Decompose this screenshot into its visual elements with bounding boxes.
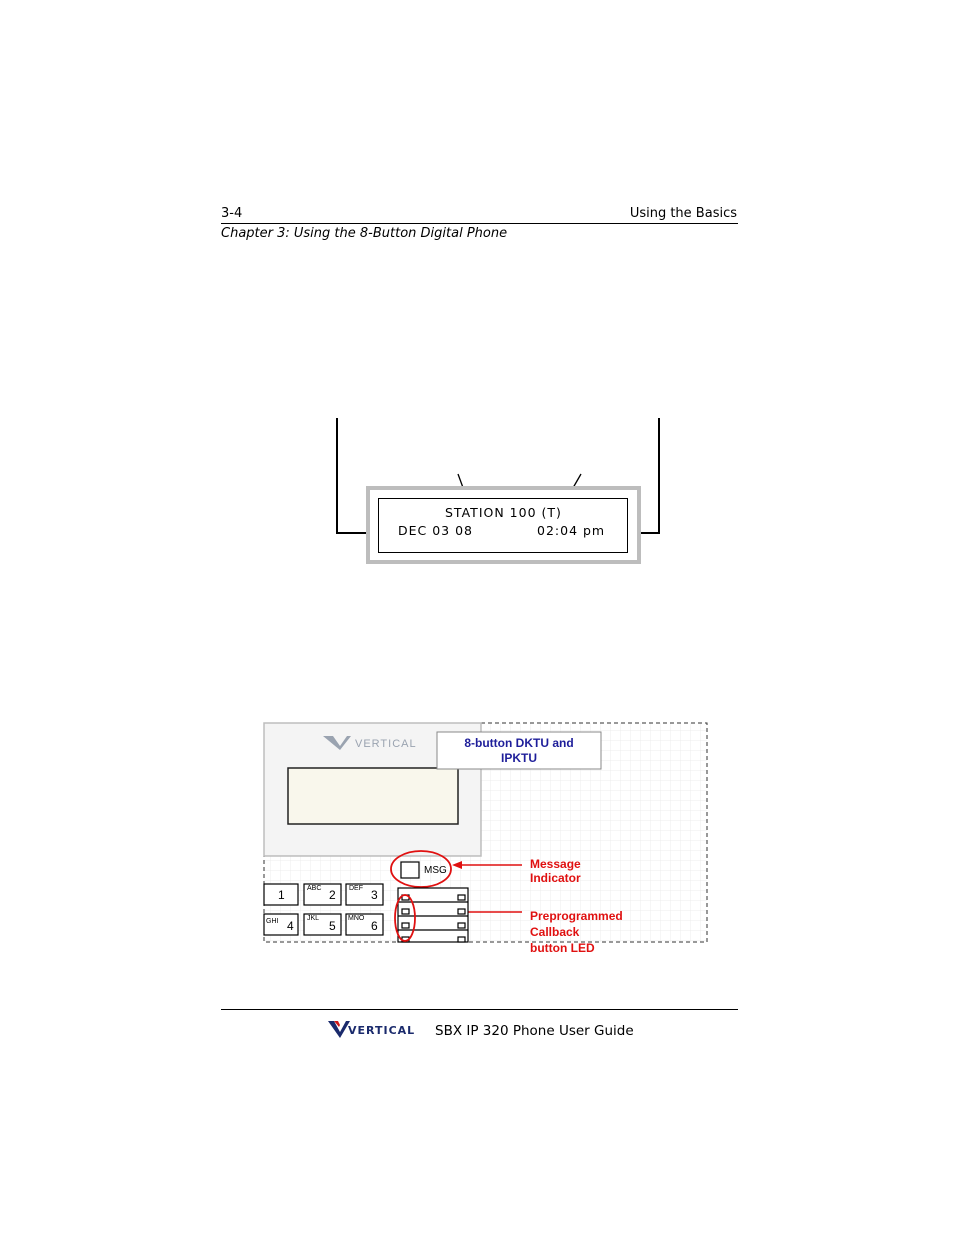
msg-key — [401, 862, 419, 878]
key-6-digit: 6 — [371, 919, 378, 933]
key-3-digit: 3 — [371, 888, 378, 902]
callback-callout-line1: Preprogrammed Callback — [530, 909, 623, 939]
callback-callout-line2: button LED — [530, 941, 595, 955]
model-label-line1: 8-button DKTU and — [464, 736, 574, 750]
key-2-digit: 2 — [329, 888, 336, 902]
key-6-letters: MNO — [348, 915, 365, 922]
message-indicator-callout: Message Indicator — [530, 857, 581, 885]
lcd-time: 02:04 pm — [537, 523, 606, 538]
lcd-line1: STATION 100 (T) — [445, 505, 562, 520]
phone-brand-logo: VERTICAL — [355, 738, 417, 750]
phone-lcd-window — [288, 768, 458, 824]
model-label-line2: IPKTU — [501, 751, 537, 765]
page-number: 3-4 — [221, 206, 243, 221]
key-4-letters: GHI — [266, 918, 279, 925]
section-title: Using the Basics — [629, 206, 737, 221]
key-4-digit: 4 — [287, 919, 294, 933]
footer-rule — [221, 1009, 738, 1010]
guide-title: SBX IP 320 Phone User Guide — [435, 1023, 634, 1039]
vertical-logo-icon — [328, 1020, 350, 1040]
key-3-letters: DEF — [349, 885, 363, 892]
key-1-digit: 1 — [278, 888, 285, 902]
msg-key-label: MSG — [424, 865, 447, 876]
key-5-letters: JKL — [307, 915, 320, 922]
callback-led-callout — [530, 908, 623, 956]
key-2-letters: ABC — [307, 885, 322, 892]
chapter-title: Chapter 3: Using the 8-Button Digital Phone — [221, 226, 508, 241]
model-label — [437, 736, 601, 766]
key-5-digit: 5 — [329, 919, 336, 933]
footer-brand: VERTICAL — [348, 1024, 416, 1037]
lcd-date: DEC 03 08 — [398, 523, 474, 538]
